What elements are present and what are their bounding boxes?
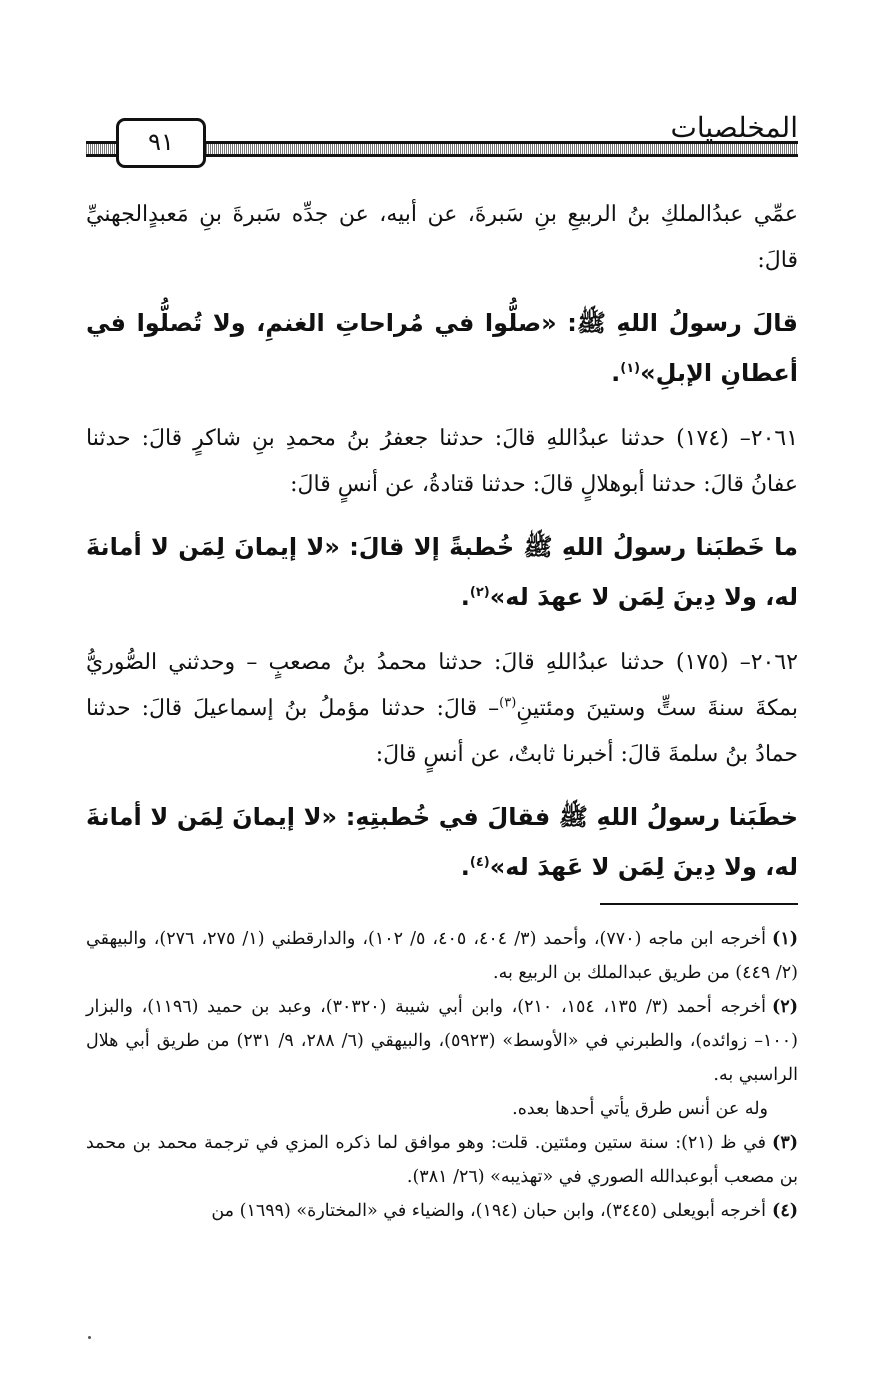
footnote-ref[interactable]: (٢) — [469, 585, 490, 600]
footnote-text: أخرجه أبويعلى (٣٤٤٥)، وابن حبان (١٩٤)، والضياء في «المختارة» (١٦٩٩) من — [211, 1201, 767, 1221]
footnote-number: (١) — [772, 929, 799, 949]
page-header — [86, 108, 798, 164]
footnote-ref[interactable]: (٣) — [499, 695, 517, 711]
running-title: المخلصيات — [670, 111, 798, 144]
full-stop: . — [460, 853, 470, 881]
sanad-paragraph — [86, 416, 798, 508]
footnote — [86, 1126, 798, 1194]
footnote-text: في ظ (٢١): سنة ستين ومئتين. قلت: وهو موافق لما ذكره المزي في ترجمة محمد بن محمد بن مصعب أبوعبدالله الصوري في «تهذيبه» (٢٦/ ٣٨١). — [86, 1133, 798, 1187]
scan-speck — [88, 1336, 91, 1339]
hadith-text: خطَبَنا رسولُ اللهِ ﷺ فقالَ في خُطبتِهِ: «لا إيمانَ لِمَن لا أمانةَ له، ولا دِينَ لِمَن لا عَهدَ له» — [86, 803, 798, 881]
sanad-paragraph — [86, 640, 798, 778]
full-stop: . — [611, 359, 621, 387]
paragraph-text: ٢٠٦٢– (١٧٥) حدثنا عبدُاللهِ قالَ: حدثنا محمدُ بنُ مصعبٍ – وحدثني الصُّوريُّ بمكةَ سنةَ ستٍّ وستينَ ومئتينِ — [86, 650, 798, 721]
footnote-number: (٣) — [772, 1133, 798, 1153]
footnote-separator — [600, 903, 798, 905]
full-stop: . — [460, 583, 470, 611]
footnote — [86, 922, 798, 990]
footnote-ref[interactable]: (٤) — [469, 855, 490, 870]
footnote — [86, 990, 798, 1092]
footnotes — [86, 922, 798, 1228]
main-text — [86, 188, 798, 910]
footnote-continuation: وله عن أنس طرق يأتي أحدها بعده. — [512, 1099, 768, 1119]
footnote-number: (٢) — [772, 997, 798, 1017]
footnote-number: (٤) — [772, 1201, 798, 1221]
sanad-paragraph — [86, 192, 798, 284]
hadith-paragraph — [86, 298, 798, 398]
hadith-text: ما خَطبَنا رسولُ اللهِ ﷺ خُطبةً إلا قالَ: «لا إيمانَ لِمَن لا أمانةَ له، ولا دِينَ لِمَن لا عهدَ له» — [86, 533, 798, 611]
page-number: ٩١ — [116, 118, 206, 168]
paragraph-text: – قالَ: حدثنا مؤملُ بنُ إسماعيلَ قالَ: حدثنا حمادُ بنُ سلمةَ قالَ: أخبرنا ثابتٌ، عن أنسٍ قالَ: — [86, 696, 798, 767]
paragraph-text: عمِّي عبدُالملكِ بنُ الربيعِ بنِ سَبرةَ، عن أبيه، عن جدِّه سَبرةَ بنِ مَعبدٍالجهنيِّ قالَ: — [86, 202, 798, 273]
footnote-text: أخرجه أحمد (٣/ ١٣٥، ١٥٤، ٢١٠)، وابن أبي شيبة (٣٠٣٢٠)، وعبد بن حميد (١١٩٦)، والبزار (١٠٠– زوائده)، والطبرني في «الأوسط» (٥٩٢٣)، والبيهقي (٦/ ٢٨٨، ٩/ ٢٣١) من طريق أبي هلال الراسبي به. — [86, 997, 798, 1085]
paragraph-text: ٢٠٦١– (١٧٤) حدثنا عبدُاللهِ قالَ: حدثنا جعفرُ بنُ محمدِ بنِ شاكرٍ قالَ: حدثنا عفانُ قالَ: حدثنا أبوهلالٍ قالَ: حدثنا قتادةُ، عن أنسٍ قالَ: — [86, 426, 799, 497]
hadith-paragraph — [86, 522, 798, 622]
hadith-text: قالَ رسولُ اللهِ ﷺ: «صلُّوا في مُراحاتِ الغنمِ، ولا تُصلُّوا في أعطانِ الإبلِ» — [86, 309, 798, 387]
hadith-paragraph — [86, 792, 798, 892]
footnote — [86, 1194, 798, 1228]
footnote-text: أخرجه ابن ماجه (٧٧٠)، وأحمد (٣/ ٤٠٤، ٤٠٥، ٥/ ١٠٢)، والدارقطني (١/ ٢٧٥، ٢٧٦)، والبيهقي (٢/ ٤٤٩) من طريق عبدالملك بن الربيع به. — [86, 929, 798, 983]
footnote-ref[interactable]: (١) — [620, 361, 641, 376]
